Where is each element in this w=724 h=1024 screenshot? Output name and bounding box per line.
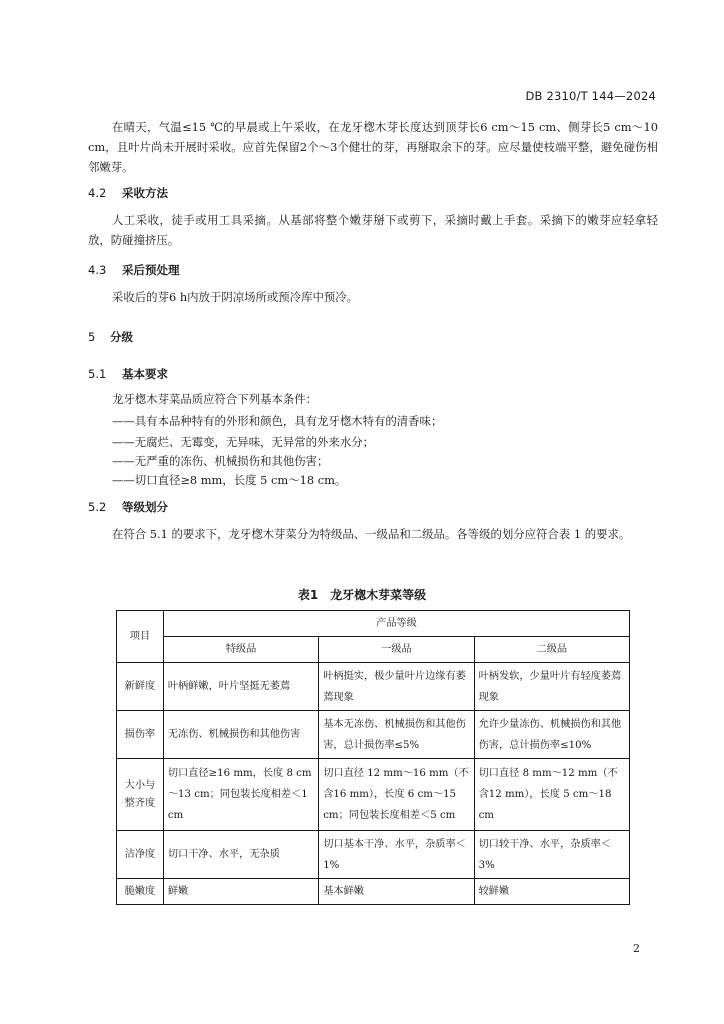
table-cell: 鲜嫩 — [163, 879, 318, 905]
heading-title: 基本要求 — [122, 367, 168, 381]
header-product-grade: 产品等级 — [163, 611, 629, 637]
row-label: 脆嫩度 — [117, 879, 164, 905]
table-cell: 切口干净、水平，无杂质 — [163, 831, 318, 879]
paragraph-grade-division: 在符合 5.1 的要求下，龙牙楤木芽菜分为特级品、一级品和二级品。各等级的划分应符合表 1 的要求。 — [112, 527, 631, 541]
table-title: 表1 龙牙楤木芽菜等级 — [297, 588, 427, 602]
header-grade-first: 一级品 — [319, 637, 474, 663]
heading-title: 分级 — [110, 330, 133, 344]
row-label: 大小与整齐度 — [117, 759, 164, 831]
table-cell: 切口基本干净、水平，杂质率＜1% — [319, 831, 474, 879]
header-grade-second: 二级品 — [474, 637, 629, 663]
heading-5-1 — [88, 366, 168, 382]
requirement-item: ——切口直径≥8 mm，长度 5 cm～18 cm。 — [112, 473, 347, 487]
requirement-item: ——具有本品种特有的外形和颜色，具有龙牙楤木特有的清香味； — [112, 414, 443, 428]
table-cell: 允许少量冻伤、机械损伤和其他伤害，总计损伤率≤10% — [474, 711, 629, 759]
header-item: 项目 — [117, 611, 164, 663]
heading-5 — [88, 329, 133, 345]
standard-code: DB 2310/T 144—2024 — [525, 89, 656, 103]
table-row-tenderness — [117, 879, 630, 905]
row-label: 损伤率 — [117, 711, 164, 759]
table-grade-row — [117, 637, 630, 663]
heading-number: 5.1 — [88, 367, 107, 381]
requirement-item: ——无严重的冻伤、机械损伤和其他伤害； — [112, 454, 329, 468]
requirement-item: ——无腐烂、无霉变，无异味，无异常的外来水分； — [112, 435, 374, 449]
table-cell: 较鲜嫩 — [474, 879, 629, 905]
table-cell: 切口直径 8 mm～12 mm（不含12 mm），长度 5 cm～18 cm — [474, 759, 629, 831]
table-cell: 切口直径 12 mm～16 mm（不含16 mm），长度 6 cm～15 cm；同包装长度相差＜5 cm — [319, 759, 474, 831]
paragraph-pretreatment: 采收后的芽6 h内放于阴凉场所或预冷库中预冷。 — [112, 290, 359, 304]
heading-title: 采收方法 — [122, 186, 168, 200]
table-row-cleanliness — [117, 831, 630, 879]
row-label: 洁净度 — [117, 831, 164, 879]
heading-4-2 — [88, 185, 168, 201]
heading-5-2 — [88, 499, 168, 515]
heading-number: 5 — [88, 330, 96, 344]
heading-4-3 — [88, 262, 180, 278]
paragraph-harvest-time: 在晴天，气温≤15 ℃的早晨或上午采收，在龙牙楤木芽长度达到顶芽长6 cm～15 cm、侧芽长5 cm～10 cm，且叶片尚未开展时采收。应首先保留2个～3个健壮的芽，再掰取余下的芽。应尽量使枝端平整，避免碰伤相邻嫩芽。 — [88, 120, 658, 174]
row-label: 新鲜度 — [117, 663, 164, 711]
page-number: 2 — [633, 942, 640, 955]
table-cell: 基本鲜嫩 — [319, 879, 474, 905]
heading-number: 4.3 — [88, 263, 107, 277]
heading-title: 等级划分 — [122, 500, 168, 514]
table-cell: 切口直径≥16 mm，长度 8 cm～13 cm；同包装长度相差＜1 cm — [163, 759, 318, 831]
header-grade-special: 特级品 — [163, 637, 318, 663]
grade-table — [116, 610, 630, 905]
table-cell: 无冻伤、机械损伤和其他伤害 — [163, 711, 318, 759]
heading-number: 4.2 — [88, 186, 107, 200]
table-cell: 基本无冻伤、机械损伤和其他伤害，总计损伤率≤5% — [319, 711, 474, 759]
table-cell: 切口较干净、水平，杂质率＜3% — [474, 831, 629, 879]
heading-title: 采后预处理 — [122, 263, 180, 277]
basic-requirements-intro: 龙牙楤木芽菜品质应符合下列基本条件： — [112, 392, 318, 406]
table-cell: 叶柄鲜嫩，叶片坚挺无萎蔫 — [163, 663, 318, 711]
paragraph-harvest-method: 人工采收，徒手或用工具采摘。从基部将整个嫩芽掰下或剪下，采摘时戴上手套。采摘下的嫩芽应轻拿轻放，防碰撞挤压。 — [88, 213, 658, 247]
table-header-row — [117, 611, 630, 637]
table-row-size-uniformity — [117, 759, 630, 831]
table-row-freshness — [117, 663, 630, 711]
table-cell: 叶柄发软，少量叶片有轻度萎蔫现象 — [474, 663, 629, 711]
table-row-damage-rate — [117, 711, 630, 759]
heading-number: 5.2 — [88, 500, 107, 514]
table-cell: 叶柄挺实，极少量叶片边缘有萎蔫现象 — [319, 663, 474, 711]
